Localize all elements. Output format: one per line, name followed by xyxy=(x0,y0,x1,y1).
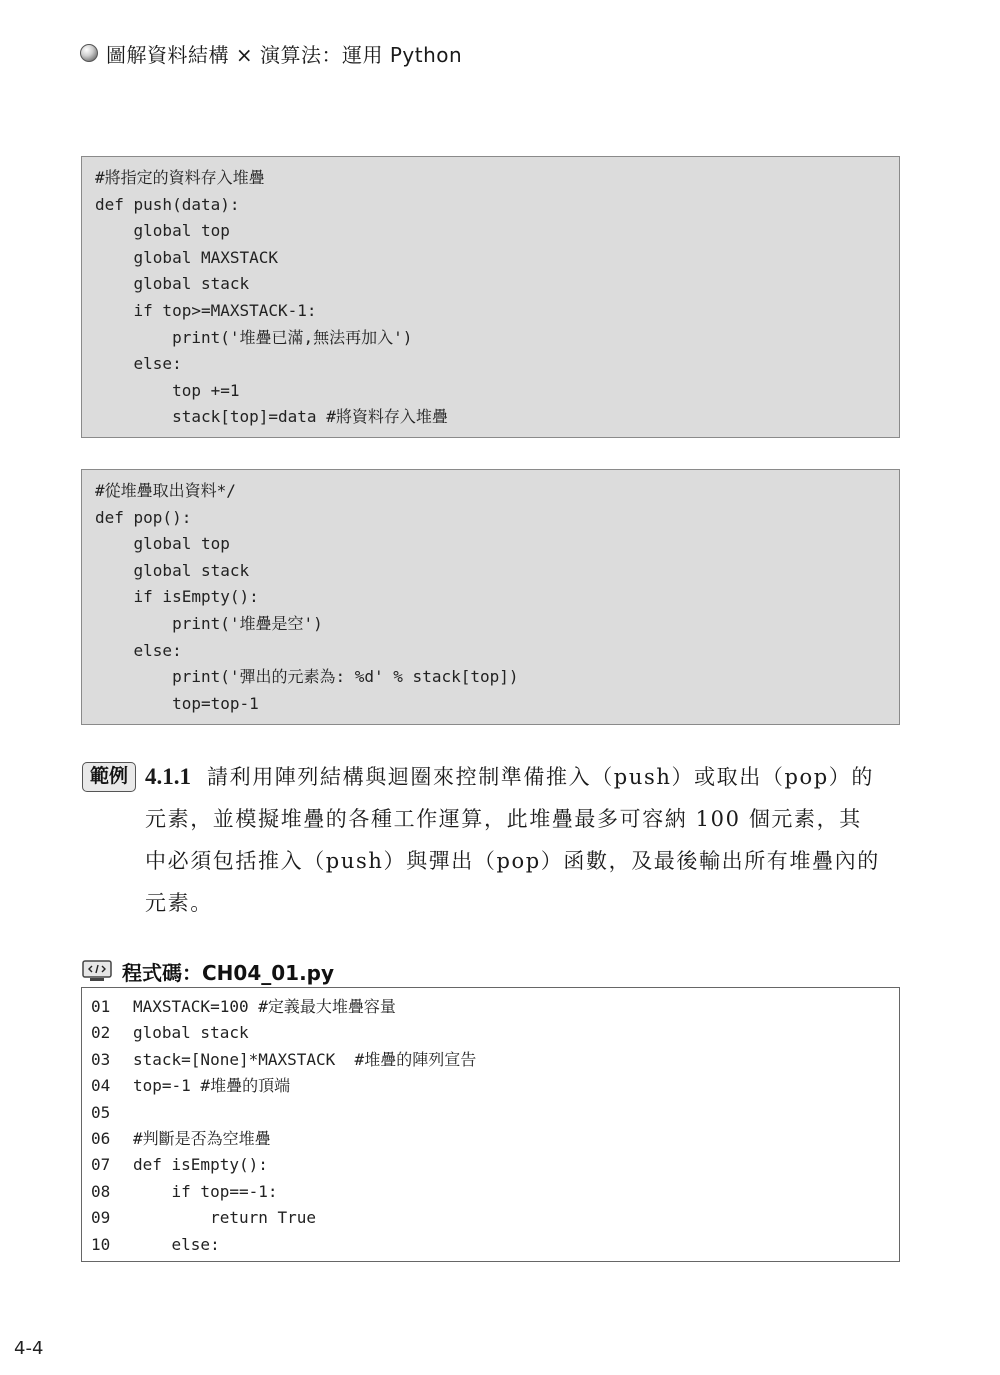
code-line: global stack xyxy=(95,274,250,294)
listing-row xyxy=(82,1073,899,1099)
program-title: 程式碼：CH04_01.py xyxy=(122,960,335,985)
code-line: global stack xyxy=(95,560,250,580)
listing-row xyxy=(82,994,899,1020)
example-line: 元素。 xyxy=(145,891,213,915)
line-number: 04 xyxy=(91,1076,111,1096)
code-line: #將指定的資料存入堆疊 xyxy=(95,168,265,187)
code-line: else: xyxy=(133,1234,220,1254)
example-line xyxy=(145,761,874,791)
code-line: if top==-1: xyxy=(133,1181,278,1201)
page-number: 4-4 xyxy=(14,1338,44,1359)
code-line: MAXSTACK=100 #定義最大堆疊容量 xyxy=(133,997,396,1016)
line-number: 10 xyxy=(91,1234,111,1254)
bullet-ball-icon xyxy=(80,44,98,62)
code-line: else: xyxy=(95,354,182,374)
book-title: 圖解資料結構 × 演算法：運用 Python xyxy=(106,42,463,67)
code-block-pop xyxy=(81,469,900,725)
code-line: return True xyxy=(133,1208,317,1228)
code-line: global top xyxy=(95,221,230,241)
listing-row xyxy=(82,1047,899,1073)
code-line: stack[top]=data #將資料存入堆疊 xyxy=(95,407,448,427)
code-line: def push(data): xyxy=(95,194,240,214)
line-number: 01 xyxy=(91,997,111,1016)
listing-row xyxy=(82,1152,899,1178)
program-heading xyxy=(82,955,334,987)
code-line: print('堆疊是空') xyxy=(95,613,323,633)
code-icon xyxy=(82,960,112,982)
line-number: 09 xyxy=(91,1208,111,1228)
code-line: global stack xyxy=(133,1023,249,1043)
listing-row xyxy=(82,1179,899,1205)
code-line: global top xyxy=(95,534,230,554)
line-number: 08 xyxy=(91,1181,111,1201)
example-line: 元素，並模擬堆疊的各種工作運算，此堆疊最多可容納 100 個元素，其 xyxy=(145,807,862,831)
listing-row xyxy=(82,1205,899,1231)
line-number: 02 xyxy=(91,1023,111,1043)
example-text: 請利用陣列結構與迴圈來控制準備推入（push）或取出（pop）的 xyxy=(207,765,874,789)
code-line: def pop(): xyxy=(95,507,192,527)
example-line: 中必須包括推入（push）與彈出（pop）函數，及最後輸出所有堆疊內的 xyxy=(145,849,880,873)
listing-row xyxy=(82,1100,899,1126)
code-line: if isEmpty(): xyxy=(95,587,259,607)
line-number: 07 xyxy=(91,1155,111,1175)
code-line: if top>=MAXSTACK-1: xyxy=(95,300,317,320)
code-line: global MAXSTACK xyxy=(95,247,279,267)
listing-row xyxy=(82,1126,899,1152)
running-header xyxy=(80,38,462,68)
code-line: top=-1 #堆疊的頂端 xyxy=(133,1076,291,1096)
line-number: 06 xyxy=(91,1128,111,1148)
code-line: print('彈出的元素為: %d' % stack[top]) xyxy=(95,667,519,687)
code-line: #從堆疊取出資料*/ xyxy=(95,481,236,500)
code-line: def isEmpty(): xyxy=(133,1155,268,1175)
code-line: stack=[None]*MAXSTACK #堆疊的陣列宣告 xyxy=(133,1049,477,1069)
code-line: top=top-1 xyxy=(95,693,259,713)
example-number: 4.1.1 xyxy=(145,764,191,789)
code-line: top +=1 xyxy=(95,380,240,400)
code-block-push xyxy=(81,156,900,438)
listing-row xyxy=(82,1020,899,1046)
line-number: 03 xyxy=(91,1049,111,1069)
program-listing xyxy=(81,987,900,1262)
code-line: #判斷是否為空堆疊 xyxy=(133,1128,271,1148)
listing-row xyxy=(82,1232,899,1258)
example-badge: 範例 xyxy=(82,762,136,792)
code-line: else: xyxy=(95,640,182,660)
line-number: 05 xyxy=(91,1102,111,1122)
code-line: print('堆疊已滿,無法再加入') xyxy=(95,327,413,347)
